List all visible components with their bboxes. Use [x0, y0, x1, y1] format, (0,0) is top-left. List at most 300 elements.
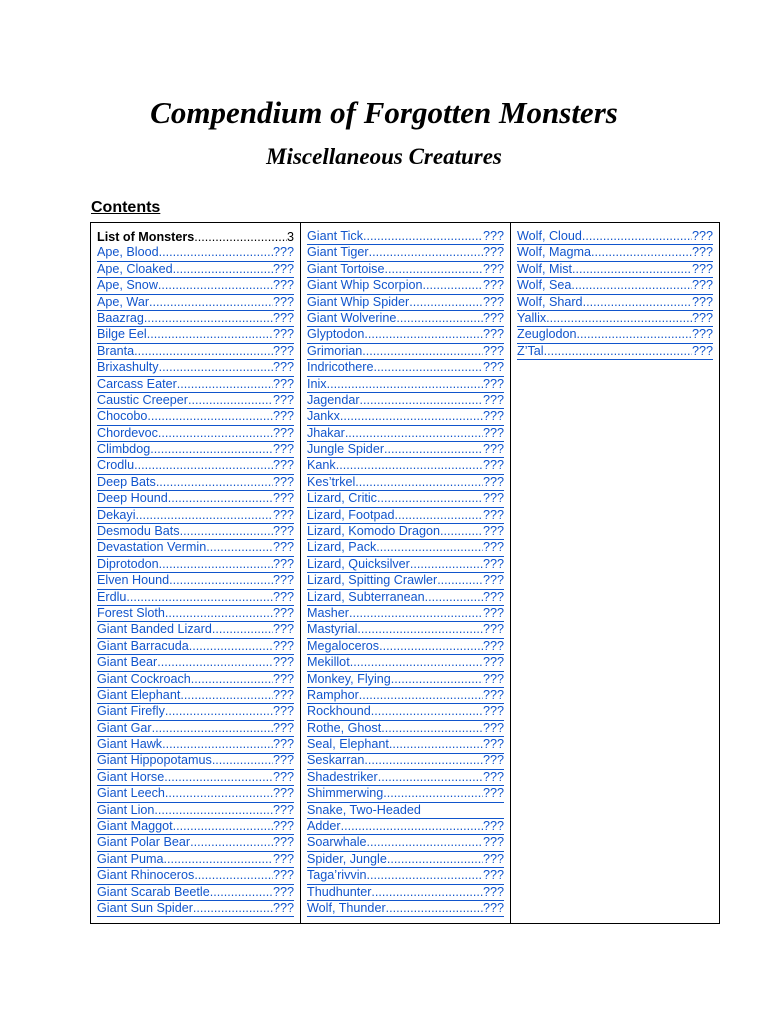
toc-entry-link[interactable] [97, 737, 294, 753]
toc-entry-link[interactable] [307, 393, 504, 409]
toc-dot-leader [149, 295, 273, 310]
toc-dot-leader [437, 573, 483, 588]
toc-dot-leader [349, 606, 483, 621]
toc-entry-name: Lizard, Critic [307, 491, 377, 506]
toc-page-number: ??? [482, 573, 504, 588]
toc-entry-link[interactable] [307, 557, 504, 573]
toc-entry-link[interactable] [307, 409, 504, 425]
toc-entry-link[interactable] [307, 262, 504, 278]
toc-dot-leader [158, 278, 273, 293]
toc-entry-link[interactable] [517, 262, 713, 278]
toc-dot-leader [150, 442, 273, 457]
toc-dot-leader [379, 639, 483, 654]
toc-entry-name: Lizard, Quicksilver [307, 556, 410, 571]
toc-entry-name: Rockhound [307, 704, 371, 719]
toc-entry-link[interactable] [307, 606, 504, 622]
toc-page-number: ??? [272, 901, 294, 915]
toc-page-number: ??? [272, 556, 294, 571]
toc-dot-leader [367, 835, 483, 850]
toc-dot-leader [158, 426, 273, 441]
toc-page-number: ??? [272, 491, 294, 506]
toc-entry-name: Lizard, Komodo Dragon [307, 524, 441, 539]
toc-entry-name: Forest Sloth [97, 605, 165, 620]
toc-dot-leader [212, 622, 273, 637]
toc-page-number: ??? [272, 442, 294, 457]
toc-entry-link[interactable] [307, 885, 504, 901]
toc-page-number: ??? [272, 720, 294, 735]
toc-entry-link[interactable] [307, 540, 504, 556]
toc-page-number: ??? [272, 802, 294, 817]
toc-dot-leader [583, 295, 692, 310]
toc-dot-leader [359, 688, 483, 703]
toc-entry-link[interactable] [97, 885, 294, 901]
toc-entry-link[interactable] [97, 754, 294, 770]
toc-dot-leader [147, 409, 273, 424]
toc-entry-link[interactable] [307, 229, 504, 245]
toc-dot-leader [190, 835, 273, 850]
toc-page-number: ??? [272, 261, 294, 276]
toc-entry-name: Wolf, Sea [517, 278, 572, 293]
toc-page-number: ??? [482, 835, 504, 850]
toc-dot-leader [194, 868, 273, 883]
toc-entry-name: Climbdog [97, 442, 151, 457]
toc-dot-leader [191, 672, 273, 687]
toc-entry-name: Ape, Snow [97, 278, 158, 293]
toc-entry-link[interactable] [97, 278, 294, 294]
toc-page-number: ??? [691, 261, 713, 276]
toc-entry-link[interactable] [307, 245, 504, 261]
toc-entry-link[interactable] [97, 327, 294, 343]
toc-entry-name: Giant Banded Lizard [97, 622, 212, 637]
toc-entry-link[interactable] [307, 327, 504, 343]
toc-dot-leader [173, 819, 273, 834]
toc-entry-name: Kank [307, 458, 336, 473]
toc-entry-link[interactable] [307, 573, 504, 589]
toc-dot-leader [341, 819, 483, 834]
toc-dot-leader [384, 442, 483, 457]
toc-dot-leader [177, 377, 273, 392]
toc-entry-link[interactable] [97, 475, 294, 491]
toc-dot-leader [154, 803, 273, 818]
toc-dot-leader [577, 327, 692, 342]
toc-entry-name: Soarwhale [307, 835, 367, 850]
toc-entry-name: Wolf, Cloud [517, 229, 582, 243]
toc-page-number: ??? [482, 671, 504, 686]
toc-entry-name: Monkey, Flying [307, 671, 391, 686]
toc-entry-link[interactable] [517, 245, 713, 261]
toc-dot-leader [369, 245, 483, 260]
toc-dot-leader [340, 409, 483, 424]
toc-entry-name: Ramphor [307, 687, 359, 702]
toc-entry-name: Giant Tick [307, 229, 363, 243]
toc-entry-name: Giant Rhinoceros [97, 868, 195, 883]
toc-entry-link[interactable] [97, 688, 294, 704]
toc-entry-link[interactable] [97, 458, 294, 474]
toc-entry-link[interactable] [97, 639, 294, 655]
toc-entry-name: Giant Hippopotamus [97, 753, 212, 768]
toc-page-number: ??? [272, 589, 294, 604]
toc-dot-leader [383, 786, 483, 801]
toc-entry-name: Devastation Vermin [97, 540, 207, 555]
toc-dot-leader [572, 262, 692, 277]
toc-entry-link[interactable] [97, 377, 294, 393]
toc-entry-link[interactable] [307, 770, 504, 786]
toc-page-number: ??? [272, 474, 294, 489]
toc-dot-leader [134, 458, 273, 473]
toc-entry-link[interactable] [307, 295, 504, 311]
toc-dot-leader [193, 901, 273, 916]
toc-dot-leader [136, 508, 273, 523]
toc-entry-link[interactable] [97, 770, 294, 786]
toc-page-number: ??? [272, 458, 294, 473]
toc-entry-link[interactable] [97, 803, 294, 819]
toc-entry-name: Jagendar [307, 392, 360, 407]
toc-dot-leader [425, 590, 483, 605]
toc-dot-leader [391, 672, 483, 687]
toc-dot-leader [386, 901, 483, 916]
toc-entry-link[interactable] [307, 819, 504, 835]
toc-page-number: ??? [482, 343, 504, 358]
toc-entry-link[interactable] [97, 524, 294, 540]
toc-entry-link[interactable] [97, 344, 294, 360]
toc-entry-link[interactable] [307, 458, 504, 474]
toc-entry-link[interactable] [307, 590, 504, 606]
toc-entry-name: Adder [307, 819, 341, 834]
toc-dot-leader [159, 245, 273, 260]
toc-entry-link[interactable] [307, 622, 504, 638]
toc-entry-name: Caustic Creeper [97, 392, 188, 407]
toc-entry-link[interactable] [307, 721, 504, 737]
toc-entry-name: Seskarran [307, 753, 365, 768]
toc-page-number: ??? [272, 655, 294, 670]
toc-dot-leader [423, 278, 483, 293]
toc-entry-name: Giant Puma [97, 851, 164, 866]
toc-entry-link[interactable] [97, 295, 294, 311]
toc-entry-name: Mastyrial [307, 622, 358, 637]
toc-entry-name: Wolf, Thunder [307, 901, 386, 915]
toc-dot-leader [206, 540, 273, 555]
toc-entry-link[interactable] [97, 311, 294, 327]
toc-page-number: ??? [482, 540, 504, 555]
toc-entry-link[interactable] [97, 655, 294, 671]
toc-entry-link[interactable] [97, 819, 294, 835]
toc-dot-leader [544, 344, 692, 359]
toc-entry-name: Giant Sun Spider [97, 901, 193, 915]
toc-entry-link[interactable] [307, 344, 504, 360]
toc-entry-link[interactable] [97, 245, 294, 261]
toc-entry-link[interactable] [307, 868, 504, 884]
toc-entry-link[interactable] [307, 475, 504, 491]
toc-dot-leader [169, 573, 273, 588]
toc-page-number: ??? [272, 687, 294, 702]
toc-entry-name: Indricothere [307, 360, 374, 375]
toc-entry-link[interactable] [307, 278, 504, 294]
toc-entry-link[interactable] [97, 491, 294, 507]
toc-entry-link[interactable] [97, 672, 294, 688]
toc-entry-name: Giant Tiger [307, 245, 369, 260]
toc-dot-leader [387, 852, 483, 867]
toc-dot-leader [363, 229, 483, 244]
toc-dot-leader [189, 639, 273, 654]
toc-entry-link[interactable] [97, 622, 294, 638]
toc-entry-name: Shimmerwing [307, 786, 384, 801]
toc-page-number: ??? [272, 753, 294, 768]
toc-entry-link[interactable] [97, 557, 294, 573]
toc-entry-link[interactable] [307, 803, 504, 819]
toc-page-number: ??? [272, 425, 294, 440]
toc-row [91, 223, 720, 924]
toc-dot-leader [384, 262, 483, 277]
toc-page-number: ??? [272, 605, 294, 620]
toc-page-number: ??? [482, 638, 504, 653]
toc-dot-leader [159, 360, 273, 375]
toc-dot-leader [144, 311, 273, 326]
toc-page-number: ??? [272, 376, 294, 391]
toc-column-2 [301, 223, 511, 924]
toc-dot-leader [173, 262, 273, 277]
toc-page-number: ??? [272, 360, 294, 375]
toc-page-number: ??? [482, 605, 504, 620]
toc-entry-name: Giant Maggot [97, 819, 173, 834]
toc-entry-name: Giant Scarab Beetle [97, 884, 210, 899]
document-subtitle: Miscellaneous Creatures [266, 144, 502, 169]
toc-page-number: ??? [272, 868, 294, 883]
toc-entry-name: Wolf, Mist [517, 261, 573, 276]
toc-entry-heading [97, 229, 294, 245]
toc-entry-link[interactable] [307, 491, 504, 507]
toc-entry-link[interactable] [97, 901, 294, 917]
toc-dot-leader [345, 426, 483, 441]
toc-page-number: ??? [272, 573, 294, 588]
toc-entry-link[interactable] [97, 360, 294, 376]
toc-entry-name: List of Monsters [97, 229, 195, 244]
toc-dot-leader [355, 475, 483, 490]
toc-page-number: ??? [482, 310, 504, 325]
toc-page-number: ??? [482, 507, 504, 522]
toc-entry-name: Dekayi [97, 507, 136, 522]
toc-entry-link[interactable] [307, 377, 504, 393]
toc-entry-name: Giant Firefly [97, 704, 165, 719]
toc-entry-link[interactable] [307, 655, 504, 671]
toc-entry-link[interactable] [97, 508, 294, 524]
toc-page-number: ??? [691, 229, 713, 243]
toc-page-number: ??? [482, 278, 504, 293]
toc-dot-leader [210, 885, 273, 900]
toc-entry-name: Giant Leech [97, 786, 165, 801]
toc-entry-link[interactable] [97, 573, 294, 589]
toc-entry-link[interactable] [517, 344, 713, 360]
toc-page-number: ??? [691, 343, 713, 358]
toc-entry-name: Grimorian [307, 343, 363, 358]
toc-dot-leader [156, 475, 273, 490]
toc-page-number: ??? [272, 704, 294, 719]
toc-page-number: ??? [482, 868, 504, 883]
toc-dot-leader [381, 721, 483, 736]
toc-entry-name: Diprotodon [97, 556, 159, 571]
toc-page-number: ??? [482, 720, 504, 735]
toc-entry-name: Spider, Jungle [307, 851, 387, 866]
toc-page-number: ??? [482, 491, 504, 506]
toc-dot-leader [180, 688, 273, 703]
toc-dot-leader [126, 590, 273, 605]
toc-entry-name: Desmodu Bats [97, 524, 180, 539]
toc-dot-leader [374, 360, 483, 375]
toc-dot-leader [165, 786, 273, 801]
toc-entry-name: Chordevoc [97, 425, 158, 440]
toc-dot-leader [371, 885, 483, 900]
toc-entry-name: Bilge Eel [97, 327, 147, 342]
toc-dot-leader [180, 524, 273, 539]
toc-dot-leader [357, 622, 483, 637]
toc-page-number: ??? [482, 360, 504, 375]
toc-entry-name: Erdlu [97, 589, 127, 604]
toc-dot-leader [152, 721, 273, 736]
toc-dot-leader [389, 737, 483, 752]
toc-entry-name: Giant Cockroach [97, 671, 191, 686]
toc-entry-link[interactable] [307, 672, 504, 688]
toc-entry-name: Jungle Spider [307, 442, 385, 457]
toc-page-number: ??? [482, 851, 504, 866]
toc-dot-leader [571, 278, 692, 293]
toc-dot-leader [162, 737, 273, 752]
toc-page-number: ??? [482, 294, 504, 309]
toc-entry-link[interactable] [307, 360, 504, 376]
toc-entry-link[interactable] [97, 590, 294, 606]
toc-entry-link[interactable] [97, 393, 294, 409]
toc-page-number: ??? [272, 835, 294, 850]
toc-entry-link[interactable] [97, 606, 294, 622]
toc-column-3 [511, 223, 720, 924]
toc-entry-link[interactable] [307, 508, 504, 524]
toc-entry-name: Mekillot [307, 655, 350, 670]
toc-page-number: ??? [482, 769, 504, 784]
toc-entry-link[interactable] [97, 426, 294, 442]
toc-dot-leader [194, 229, 287, 245]
toc-page-number: ??? [272, 851, 294, 866]
toc-entry-link[interactable] [97, 835, 294, 851]
toc-page-number: ??? [691, 327, 713, 342]
toc-entry-name: Ape, Blood [97, 245, 159, 260]
toc-entry-name: Giant Tortoise [307, 261, 385, 276]
toc-page-number: ??? [691, 310, 713, 325]
toc-page-number: ??? [272, 622, 294, 637]
toc-dot-leader [546, 311, 692, 326]
toc-entry-name: Seal, Elephant [307, 737, 389, 752]
contents-heading: Contents [91, 199, 161, 216]
toc-entry-link[interactable] [307, 786, 504, 802]
toc-page-number: ??? [272, 507, 294, 522]
toc-page-number: ??? [482, 474, 504, 489]
toc-entry-link[interactable] [307, 852, 504, 868]
toc-entry-name: Inix [307, 376, 327, 391]
toc-entry-name: Ape, Cloaked [97, 261, 173, 276]
toc-page-number: ??? [272, 737, 294, 752]
toc-page-number: ??? [482, 901, 504, 915]
toc-dot-leader [212, 754, 273, 769]
toc-entry-link[interactable] [517, 229, 713, 245]
toc-page-number: ??? [482, 622, 504, 637]
toc-entry-link[interactable] [97, 786, 294, 802]
toc-entry-name: Carcass Eater [97, 376, 177, 391]
toc-dot-leader [364, 754, 483, 769]
toc-entry-link[interactable] [97, 409, 294, 425]
toc-dot-leader [582, 229, 692, 244]
toc-entry-link[interactable] [517, 295, 713, 311]
toc-entry-name: Taga’rivvin [307, 868, 367, 883]
toc-dot-leader [364, 327, 483, 342]
toc-entry-name: Jhakar [307, 425, 345, 440]
toc-page-number: ??? [482, 687, 504, 702]
toc-entry-name: Giant Whip Scorpion [307, 278, 423, 293]
toc-entry-link[interactable] [307, 704, 504, 720]
toc-entry-link[interactable] [97, 442, 294, 458]
toc-page-number: ??? [482, 589, 504, 604]
toc-page-number: ??? [482, 524, 504, 539]
toc-entry-link[interactable] [307, 754, 504, 770]
toc-entry-name: Wolf, Shard [517, 294, 583, 309]
toc-page-number: ??? [482, 704, 504, 719]
toc-entry-link[interactable] [307, 688, 504, 704]
toc-entry-name: Giant Polar Bear [97, 835, 191, 850]
toc-entry-link[interactable] [97, 262, 294, 278]
toc-dot-leader [367, 868, 483, 883]
toc-entry-link[interactable] [307, 737, 504, 753]
toc-entry-link[interactable] [307, 442, 504, 458]
toc-page-number: ??? [482, 786, 504, 801]
toc-page-number: ??? [272, 884, 294, 899]
toc-dot-leader [134, 344, 273, 359]
toc-entry-link[interactable] [307, 524, 504, 540]
toc-entry-link[interactable] [97, 540, 294, 556]
toc-entry-link[interactable] [307, 639, 504, 655]
toc-entry-link[interactable] [97, 704, 294, 720]
document-title: Compendium of Forgotten Monsters [150, 95, 618, 130]
toc-page-number: ??? [482, 442, 504, 457]
toc-page-number: ??? [482, 327, 504, 342]
toc-entry-name: Snake, Two-Headed [307, 802, 421, 817]
toc-page-number: ??? [272, 278, 294, 293]
toc-entry-link[interactable] [307, 835, 504, 851]
toc-entry-name: Yallix [517, 310, 547, 325]
toc-entry-name: Lizard, Subterranean [307, 589, 425, 604]
toc-column-1 [91, 223, 301, 924]
toc-page-number: ??? [482, 556, 504, 571]
toc-entry-link[interactable] [517, 278, 713, 294]
toc-dot-leader [147, 327, 273, 342]
toc-entry-name: Lizard, Pack [307, 540, 377, 555]
toc-dot-leader [409, 295, 483, 310]
toc-entry-link[interactable] [307, 426, 504, 442]
toc-entry-link[interactable] [97, 852, 294, 868]
toc-page-number: ??? [482, 376, 504, 391]
toc-entry-link[interactable] [97, 868, 294, 884]
toc-dot-leader [165, 606, 273, 621]
toc-entry-link[interactable] [517, 327, 713, 343]
toc-dot-leader [188, 393, 273, 408]
toc-page-number: ??? [482, 655, 504, 670]
toc-entry-name: Giant Barracuda [97, 638, 189, 653]
toc-entry-link[interactable] [307, 901, 504, 917]
toc-dot-leader [350, 655, 483, 670]
toc-page-number: ??? [691, 278, 713, 293]
toc-dot-leader [164, 770, 273, 785]
toc-page-number: ??? [482, 737, 504, 752]
toc-page-number: ??? [272, 638, 294, 653]
toc-page-number: ??? [482, 819, 504, 834]
toc-entry-link[interactable] [307, 311, 504, 327]
toc-entry-link[interactable] [97, 721, 294, 737]
toc-entry-link[interactable] [517, 311, 713, 327]
